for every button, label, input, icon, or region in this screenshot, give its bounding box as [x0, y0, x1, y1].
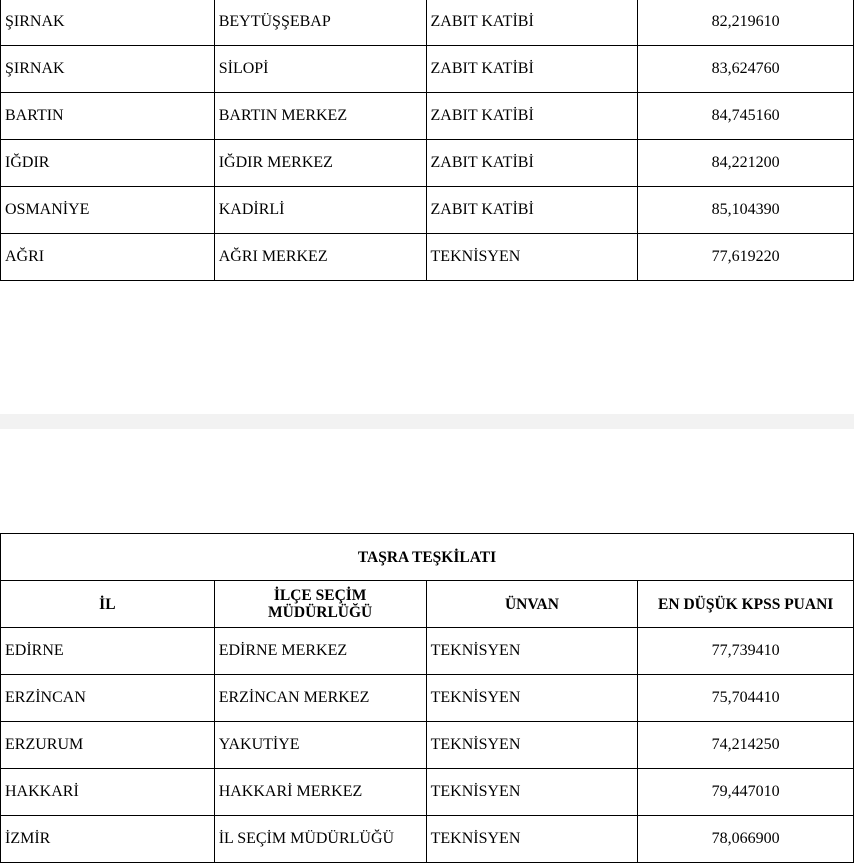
il-cell: IĞDIR	[1, 140, 215, 187]
unvan-cell: TEKNİSYEN	[426, 769, 638, 816]
ilce-cell: ERZİNCAN MERKEZ	[214, 675, 426, 722]
puan-cell: 77,619220	[638, 234, 854, 281]
table-header-row	[1, 581, 854, 628]
header-ilce-line1: İLÇE SEÇİM	[273, 587, 367, 604]
page-break-divider	[0, 414, 854, 429]
unvan-cell: TEKNİSYEN	[426, 675, 638, 722]
il-cell: HAKKARİ	[1, 769, 215, 816]
puan-cell: 82,219610	[638, 0, 854, 46]
table-title: TAŞRA TEŞKİLATI	[1, 534, 854, 581]
ilce-cell: YAKUTİYE	[214, 722, 426, 769]
puan-cell: 78,066900	[638, 816, 854, 863]
ilce-cell: BEYTÜŞŞEBAP	[214, 0, 426, 46]
ilce-cell: AĞRI MERKEZ	[214, 234, 426, 281]
unvan-cell: ZABIT KATİBİ	[426, 187, 638, 234]
table-title-row	[1, 534, 854, 581]
table-row	[1, 234, 854, 281]
unvan-cell: TEKNİSYEN	[426, 816, 638, 863]
puan-cell: 75,704410	[638, 675, 854, 722]
header-ilce	[214, 581, 426, 628]
table-row	[1, 675, 854, 722]
unvan-cell: ZABIT KATİBİ	[426, 140, 638, 187]
unvan-cell: ZABIT KATİBİ	[426, 0, 638, 46]
ilce-cell: SİLOPİ	[214, 46, 426, 93]
il-cell: ERZURUM	[1, 722, 215, 769]
unvan-cell: ZABIT KATİBİ	[426, 93, 638, 140]
table-row	[1, 187, 854, 234]
puan-cell: 77,739410	[638, 628, 854, 675]
il-cell: EDİRNE	[1, 628, 215, 675]
il-cell: ERZİNCAN	[1, 675, 215, 722]
il-cell: OSMANİYE	[1, 187, 215, 234]
unvan-cell: ZABIT KATİBİ	[426, 46, 638, 93]
table-row	[1, 816, 854, 863]
header-unvan: ÜNVAN	[426, 581, 638, 628]
puan-cell: 79,447010	[638, 769, 854, 816]
table-row	[1, 140, 854, 187]
table-row	[1, 46, 854, 93]
unvan-cell: TEKNİSYEN	[426, 722, 638, 769]
il-cell: ŞIRNAK	[1, 0, 215, 46]
table-row	[1, 722, 854, 769]
unvan-cell: TEKNİSYEN	[426, 234, 638, 281]
puan-cell: 84,745160	[638, 93, 854, 140]
ilce-cell: HAKKARİ MERKEZ	[214, 769, 426, 816]
ilce-cell: KADİRLİ	[214, 187, 426, 234]
ilce-cell: EDİRNE MERKEZ	[214, 628, 426, 675]
tasra-teskilati-table	[0, 533, 854, 863]
il-cell: ŞIRNAK	[1, 46, 215, 93]
puan-cell: 83,624760	[638, 46, 854, 93]
table-row	[1, 628, 854, 675]
unvan-cell: TEKNİSYEN	[426, 628, 638, 675]
il-cell: BARTIN	[1, 93, 215, 140]
table-row	[1, 93, 854, 140]
puan-cell: 84,221200	[638, 140, 854, 187]
ilce-cell: IĞDIR MERKEZ	[214, 140, 426, 187]
il-cell: AĞRI	[1, 234, 215, 281]
header-puan: EN DÜŞÜK KPSS PUANI	[638, 581, 854, 628]
puan-cell: 85,104390	[638, 187, 854, 234]
header-ilce-line2: MÜDÜRLÜĞÜ	[268, 604, 373, 621]
puan-cell: 74,214250	[638, 722, 854, 769]
top-results-table	[0, 0, 854, 281]
table-row	[1, 0, 854, 46]
ilce-cell: BARTIN MERKEZ	[214, 93, 426, 140]
il-cell: İZMİR	[1, 816, 215, 863]
header-il: İL	[1, 581, 215, 628]
table-row	[1, 769, 854, 816]
ilce-cell: İL SEÇİM MÜDÜRLÜĞÜ	[214, 816, 426, 863]
